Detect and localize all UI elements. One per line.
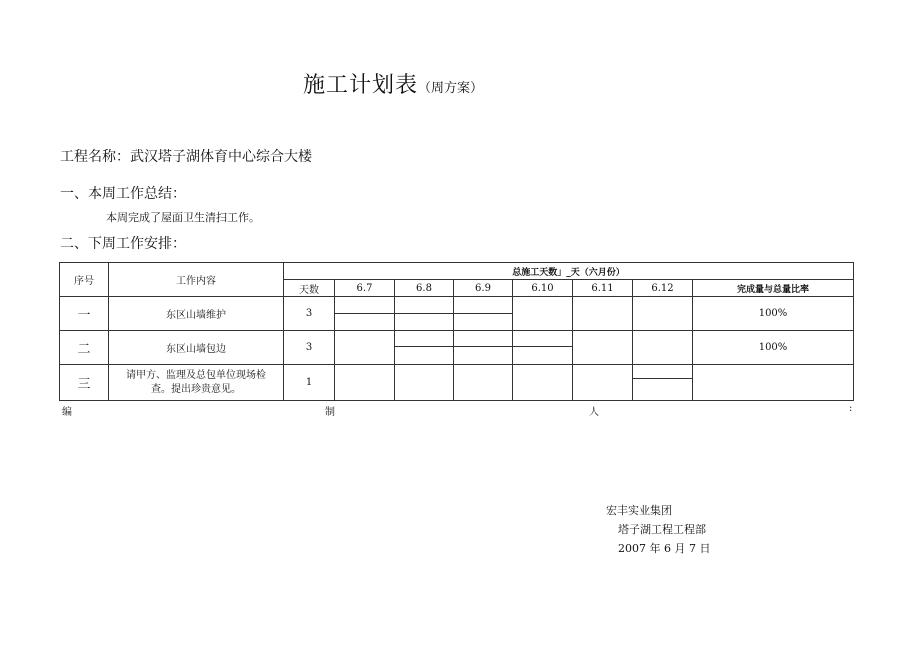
row-content: 东区山墙维护 bbox=[109, 297, 284, 331]
section1-heading: 一、本周工作总结： bbox=[60, 186, 186, 202]
title-main: 施工计划表 bbox=[303, 73, 419, 98]
schedule-cell bbox=[633, 331, 693, 365]
schedule-cell bbox=[335, 365, 395, 401]
row-content bbox=[109, 365, 284, 401]
row-ratio: 100% bbox=[693, 297, 854, 331]
schedule-cell bbox=[454, 365, 513, 401]
schedule-bar bbox=[454, 346, 512, 347]
schedule-bar bbox=[513, 346, 572, 347]
schedule-cell bbox=[633, 297, 693, 331]
plan-table bbox=[59, 262, 854, 401]
schedule-cell bbox=[573, 297, 633, 331]
row-ratio: 100% bbox=[693, 331, 854, 365]
schedule-cell bbox=[573, 365, 633, 401]
schedule-bar bbox=[335, 313, 394, 314]
header-content: 工作内容 bbox=[109, 263, 284, 297]
row-content: 东区山墙包边 bbox=[109, 331, 284, 365]
project-name: 工程名称：武汉塔子湖体育中心综合大楼 bbox=[60, 149, 312, 165]
header-date: 6.11 bbox=[573, 280, 633, 297]
schedule-cell bbox=[513, 297, 573, 331]
header-no: 序号 bbox=[60, 263, 109, 297]
header-ratio: 完成量与总量比率 bbox=[693, 280, 854, 297]
schedule-cell bbox=[335, 297, 395, 331]
schedule-cell bbox=[633, 365, 693, 401]
title-sub: （周方案） bbox=[418, 81, 484, 96]
header-total-days: 总施工天数」_天（六月份） bbox=[284, 263, 854, 280]
signature-company: 宏丰实业集团 bbox=[606, 504, 672, 517]
row-days: 1 bbox=[284, 365, 335, 401]
schedule-cell bbox=[513, 331, 573, 365]
schedule-cell bbox=[454, 331, 513, 365]
row-days: 3 bbox=[284, 331, 335, 365]
page-title bbox=[303, 68, 483, 99]
row-ratio bbox=[693, 365, 854, 401]
header-date: 6.7 bbox=[335, 280, 395, 297]
schedule-bar bbox=[395, 313, 453, 314]
schedule-bar bbox=[633, 378, 692, 379]
schedule-cell bbox=[513, 365, 573, 401]
signature-dept: 塔子湖工程工程部 bbox=[618, 523, 706, 536]
schedule-cell bbox=[395, 331, 454, 365]
footer-char: 编 bbox=[62, 407, 72, 418]
schedule-bar bbox=[454, 313, 512, 314]
row-days: 3 bbox=[284, 297, 335, 331]
schedule-cell bbox=[573, 331, 633, 365]
table-row bbox=[60, 297, 854, 331]
section2-heading: 二、下周工作安排： bbox=[60, 236, 186, 252]
header-days: 天数 bbox=[284, 280, 335, 297]
footer-char: 人 bbox=[589, 407, 599, 418]
schedule-cell bbox=[395, 297, 454, 331]
signature-date: 2007 年 6 月 7 日 bbox=[618, 542, 711, 555]
table-row bbox=[60, 365, 854, 401]
header-date: 6.9 bbox=[454, 280, 513, 297]
schedule-cell bbox=[335, 331, 395, 365]
header-date: 6.12 bbox=[633, 280, 693, 297]
footer-char: 制 bbox=[325, 407, 335, 418]
schedule-cell bbox=[454, 297, 513, 331]
row-no: 一 bbox=[60, 297, 109, 331]
row-no: 二 bbox=[60, 331, 109, 365]
section1-body: 本周完成了屋面卫生清扫工作。 bbox=[106, 211, 260, 224]
row-content-text: 请甲方、监理及总包单位现场检查。提出珍贵意见。 bbox=[126, 369, 266, 395]
schedule-bar bbox=[395, 346, 453, 347]
row-no: 三 bbox=[60, 365, 109, 401]
header-date: 6.8 bbox=[395, 280, 454, 297]
schedule-cell bbox=[395, 365, 454, 401]
table-row bbox=[60, 331, 854, 365]
footer-char: : bbox=[849, 403, 853, 414]
header-date: 6.10 bbox=[513, 280, 573, 297]
